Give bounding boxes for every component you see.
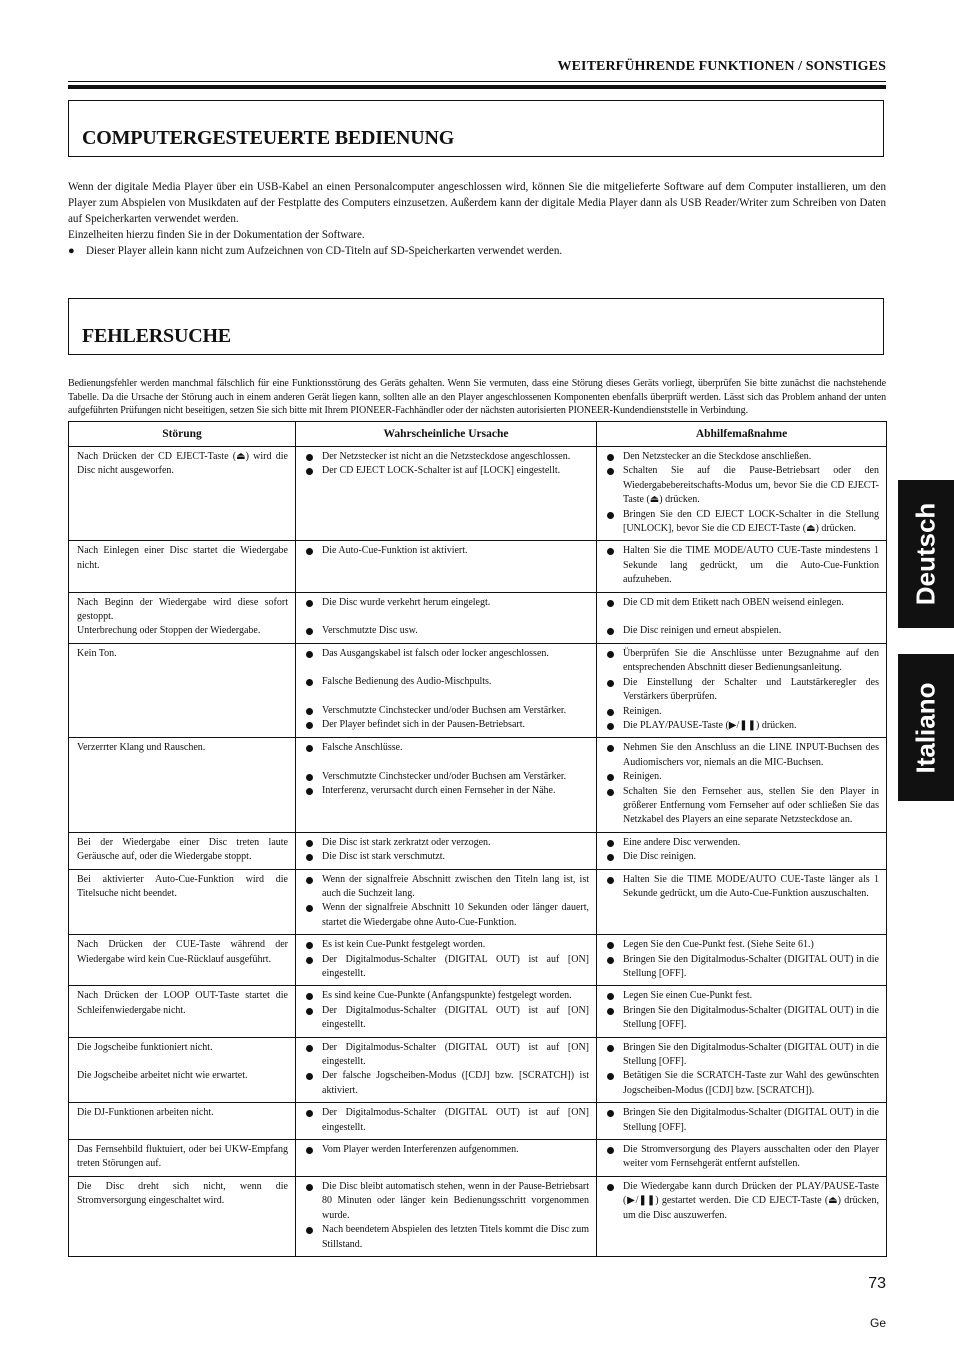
- note-bullet: [68, 243, 886, 259]
- symptom-text: Die Jogscheibe arbeitet nicht wie erwartet.: [77, 1070, 248, 1082]
- symptom-cell: [69, 1140, 296, 1177]
- symptom-text: Nach Drücken der LOOP OUT-Taste startet die Schleifenwiedergabe nicht.: [77, 990, 288, 1016]
- header-rule-thin: [68, 81, 886, 82]
- cause-list: [304, 450, 589, 479]
- remedy-cell: [597, 1037, 887, 1103]
- remedy-item: Betätigen Sie die SCRATCH-Taste zur Wahl des gewünschten Jogscheiben-Modus ([CDJ] bzw. [SCRATCH]).: [605, 1069, 879, 1098]
- symptom-cell: [69, 1037, 296, 1103]
- language-tab-italiano[interactable]: [898, 654, 954, 801]
- remedy-list: [605, 647, 879, 733]
- symptom-text: Nach Drücken der CD EJECT-Taste (⏏) wird die Disc nicht ausgeworfen.: [77, 451, 288, 477]
- symptom-cell: [69, 1176, 296, 1256]
- remedy-list: [605, 938, 879, 981]
- remedy-item: Halten Sie die TIME MODE/AUTO CUE-Taste mindestens 1 Sekunde lang gedrückt, um die Auto-Cue-Funktion aufzuheben.: [605, 544, 879, 587]
- running-header: WEITERFÜHRENDE FUNKTIONEN / SONSTIGES: [557, 59, 886, 74]
- cause-item: Vom Player werden Interferenzen aufgenommen.: [304, 1143, 589, 1157]
- bullet-icon: ●: [68, 245, 75, 257]
- remedy-item: Bringen Sie den CD EJECT LOCK-Schalter in die Stellung [UNLOCK], bevor Sie die CD EJECT-Taste (⏏) drücken.: [605, 508, 879, 537]
- symptom-text: Die DJ-Funktionen arbeiten nicht.: [77, 1107, 214, 1119]
- section-heading-box: [68, 298, 884, 355]
- section-heading: COMPUTERGESTEUERTE BEDIENUNG: [82, 127, 455, 149]
- note-text: Dieser Player allein kann nicht zum Aufzeichnen von CD-Titeln auf SD-Speicherkarten verwendet werden.: [86, 245, 563, 257]
- remedy-cell: [597, 986, 887, 1037]
- table-header-row: [69, 422, 887, 447]
- symptom-text: Verzerrter Klang und Rauschen.: [77, 742, 206, 754]
- remedy-item: Bringen Sie den Digitalmodus-Schalter (DIGITAL OUT) in die Stellung [OFF].: [605, 1004, 879, 1033]
- cause-list: [304, 1041, 589, 1099]
- symptom-text: Nach Einlegen einer Disc startet die Wiedergabe nicht.: [77, 545, 288, 571]
- remedy-item: Überprüfen Sie die Anschlüsse unter Bezugnahme auf den entsprechenden Abschnitt dieser Bedienungsanleitung.: [605, 647, 879, 676]
- column-header: Störung: [69, 422, 296, 447]
- remedy-item: Die Wiedergabe kann durch Drücken der PLAY/PAUSE-Taste (▶/❚❚) gestartet werden. Die CD EJECT-Taste (⏏) drücken, um die Disc auszuwerfen.: [605, 1180, 879, 1223]
- remedy-item: Bringen Sie den Digitalmodus-Schalter (DIGITAL OUT) in die Stellung [OFF].: [605, 1106, 879, 1135]
- cause-item: Der CD EJECT LOCK-Schalter ist auf [LOCK] eingestellt.: [304, 464, 589, 478]
- cause-cell: [296, 738, 597, 832]
- cause-cell: [296, 869, 597, 935]
- remedy-item: Reinigen.: [605, 770, 879, 784]
- cause-item: Verschmutzte Cinchstecker und/oder Buchsen am Verstärker.: [304, 704, 589, 718]
- cause-item: Das Ausgangskabel ist falsch oder locker angeschlossen.: [304, 647, 589, 661]
- cause-list: [304, 544, 589, 558]
- table-row: [69, 592, 887, 643]
- remedy-list: [605, 989, 879, 1032]
- cause-cell: [296, 1103, 597, 1140]
- symptom-text: Bei aktivierter Auto-Cue-Funktion wird die Titelsuche nicht beendet.: [77, 873, 288, 899]
- troubleshooting-table: [68, 421, 887, 1257]
- remedy-list: [605, 1041, 879, 1099]
- remedy-cell: [597, 832, 887, 869]
- cause-item: Falsche Anschlüsse.: [304, 741, 589, 755]
- troubleshooting-intro: Bedienungsfehler werden manchmal fälschlich für eine Funktionsstörung des Geräts gehalten. Wenn Sie vermuten, dass eine Störung dieses Geräts vorliegt, überprüfen Sie bitte zunächst die nachstehende Tabelle. Da die Ursache der Störung auch in einem anderen Gerät liegen kann, sollten alle an den Player angeschlossenen Komponenten ebenfalls überprüft werden. Lässt sich das Problem anhand der unten aufgeführten Prüfungen nicht beseitigen, setzen Sie sich bitte mit Ihrem PIONEER-Fachhändler oder der nächsten autorisierten PIONEER-Kundendienststelle in Verbindung.: [68, 378, 886, 416]
- section-heading-box: [68, 100, 884, 157]
- cause-list: [304, 836, 589, 865]
- cause-cell: [296, 986, 597, 1037]
- header-rule-thick: [68, 85, 886, 89]
- cause-list: [304, 1106, 589, 1135]
- symptom-text: Die Disc dreht sich nicht, wenn die Stromversorgung eingeschaltet wird.: [77, 1180, 288, 1207]
- cause-item: Der falsche Jogscheiben-Modus ([CDJ] bzw. [SCRATCH]) ist aktiviert.: [304, 1069, 589, 1098]
- table-row: [69, 935, 887, 986]
- column-header: Abhilfemaßnahme: [597, 422, 887, 447]
- table-row: [69, 1103, 887, 1140]
- remedy-item: Die CD mit dem Etikett nach OBEN weisend einlegen.: [605, 596, 879, 610]
- table-row: [69, 832, 887, 869]
- remedy-item: Die Disc reinigen.: [605, 850, 879, 864]
- cause-list: [304, 938, 589, 981]
- symptom-cell: [69, 986, 296, 1037]
- section-heading: FEHLERSUCHE: [82, 325, 231, 347]
- cause-item: Es ist kein Cue-Punkt festgelegt worden.: [304, 938, 589, 952]
- table-row: [69, 986, 887, 1037]
- remedy-cell: [597, 1140, 887, 1177]
- symptom-text: Nach Beginn der Wiedergabe wird diese sofort gestoppt.: [77, 596, 288, 623]
- symptom-text: Die Jogscheibe funktioniert nicht.: [77, 1041, 213, 1053]
- cause-cell: [296, 1176, 597, 1256]
- remedy-item: Bringen Sie den Digitalmodus-Schalter (DIGITAL OUT) in die Stellung [OFF].: [605, 953, 879, 982]
- remedy-item: Die PLAY/PAUSE-Taste (▶/❚❚) drücken.: [605, 719, 879, 733]
- cause-list: [304, 596, 589, 639]
- remedy-cell: [597, 1103, 887, 1140]
- remedy-item: Schalten Sie den Fernseher aus, stellen Sie den Player in größerer Entfernung vom Fernseher auf oder schließen Sie das Netzkabel des Players an eine separate Netzsteckdose an.: [605, 785, 879, 828]
- cause-list: [304, 873, 589, 931]
- remedy-list: [605, 1143, 879, 1172]
- remedy-item: Nehmen Sie den Anschluss an die LINE INPUT-Buchsen des Audiomischers vor, niemals an die MIC-Buchsen.: [605, 741, 879, 770]
- symptom-text: Bei der Wiedergabe einer Disc treten laute Geräusche auf, oder die Wiedergabe stoppt.: [77, 836, 288, 863]
- cause-item: Interferenz, verursacht durch einen Fernseher in der Nähe.: [304, 784, 589, 798]
- remedy-list: [605, 1106, 879, 1135]
- symptom-cell: [69, 869, 296, 935]
- remedy-cell: [597, 738, 887, 832]
- remedy-list: [605, 1180, 879, 1223]
- remedy-item: Die Einstellung der Schalter und Lautstärkeregler des Verstärkers überprüfen.: [605, 676, 879, 705]
- remedy-item: Eine andere Disc verwenden.: [605, 836, 879, 850]
- table-row: [69, 1176, 887, 1256]
- cause-cell: [296, 447, 597, 541]
- remedy-cell: [597, 935, 887, 986]
- table-row: [69, 1140, 887, 1177]
- column-header: Wahrscheinliche Ursache: [296, 422, 597, 447]
- cause-item: Der Netzstecker ist nicht an die Netzsteckdose angeschlossen.: [304, 450, 589, 464]
- symptom-cell: [69, 832, 296, 869]
- symptom-cell: [69, 738, 296, 832]
- cause-item: Der Digitalmodus-Schalter (DIGITAL OUT) ist auf [ON] eingestellt.: [304, 1004, 589, 1033]
- symptom-text: Das Fernsehbild fluktuiert, oder bei UKW-Empfang treten Störungen auf.: [77, 1144, 288, 1170]
- symptom-text: Kein Ton.: [77, 647, 117, 659]
- remedy-list: [605, 596, 879, 639]
- cause-item: Falsche Bedienung des Audio-Mischpults.: [304, 675, 589, 689]
- symptom-cell: [69, 1103, 296, 1140]
- remedy-item: Legen Sie den Cue-Punkt fest. (Siehe Seite 61.): [605, 938, 879, 952]
- computer-intro: [68, 179, 886, 259]
- remedy-item: Legen Sie einen Cue-Punkt fest.: [605, 989, 879, 1003]
- symptom-cell: [69, 541, 296, 592]
- table-row: [69, 1037, 887, 1103]
- symptom-text: Unterbrechung oder Stoppen der Wiedergabe.: [77, 625, 261, 637]
- table-row: [69, 643, 887, 737]
- cause-cell: [296, 832, 597, 869]
- table-row: [69, 447, 887, 541]
- table-body: [69, 447, 887, 1257]
- remedy-list: [605, 741, 879, 827]
- cause-item: Der Player befindet sich in der Pausen-Betriebsart.: [304, 718, 589, 732]
- cause-item: Verschmutzte Cinchstecker und/oder Buchsen am Verstärker.: [304, 770, 589, 784]
- cause-item: Die Auto-Cue-Funktion ist aktiviert.: [304, 544, 589, 558]
- remedy-list: [605, 544, 879, 587]
- table-row: [69, 869, 887, 935]
- cause-list: [304, 1180, 589, 1252]
- cause-item: Es sind keine Cue-Punkte (Anfangspunkte) festgelegt worden.: [304, 989, 589, 1003]
- symptom-cell: [69, 447, 296, 541]
- language-tab-deutsch[interactable]: [898, 480, 954, 628]
- cause-cell: [296, 592, 597, 643]
- cause-cell: [296, 935, 597, 986]
- language-code: Ge: [869, 1316, 886, 1330]
- cause-cell: [296, 643, 597, 737]
- cause-item: Die Disc ist stark verschmutzt.: [304, 850, 589, 864]
- symptom-text: Nach Drücken der CUE-Taste während der Wiedergabe wird kein Cue-Rücklauf ausgeführt.: [77, 939, 288, 965]
- cause-item: Die Disc ist stark zerkratzt oder verzogen.: [304, 836, 589, 850]
- tab-label: Italiano: [910, 681, 941, 774]
- cause-item: Nach beendetem Abspielen des letzten Titels kommt die Disc zum Stillstand.: [304, 1223, 589, 1252]
- remedy-item: Reinigen.: [605, 705, 879, 719]
- cause-list: [304, 741, 589, 798]
- table-row: [69, 541, 887, 592]
- remedy-item: Die Stromversorgung des Players ausschalten oder den Player weiter vom Fernsehgerät entfernt aufstellen.: [605, 1143, 879, 1172]
- symptom-cell: [69, 592, 296, 643]
- remedy-item: Den Netzstecker an die Steckdose anschließen.: [605, 450, 879, 464]
- remedy-cell: [597, 869, 887, 935]
- remedy-cell: [597, 643, 887, 737]
- cause-item: Der Digitalmodus-Schalter (DIGITAL OUT) ist auf [ON] eingestellt.: [304, 953, 589, 982]
- cause-item: Wenn der signalfreie Abschnitt zwischen den Titeln lang ist, ist auch die Suchzeit lang.: [304, 873, 589, 902]
- table-row: [69, 738, 887, 832]
- remedy-item: Bringen Sie den Digitalmodus-Schalter (DIGITAL OUT) in die Stellung [OFF].: [605, 1041, 879, 1070]
- remedy-cell: [597, 447, 887, 541]
- remedy-item: Halten Sie die TIME MODE/AUTO CUE-Taste länger als 1 Sekunde gedrückt, um die Auto-Cue-Funktion auszuschalten.: [605, 873, 879, 902]
- remedy-list: [605, 836, 879, 865]
- intro-paragraph: Wenn der digitale Media Player über ein USB-Kabel an einen Personalcomputer angeschlossen wird, können Sie die mitgelieferte Software auf dem Computer installieren, um den Player zum Abspielen von Musikdaten auf der Festplatte des Computers einzusetzen. Außerdem kann der digitale Media Player dann als USB Reader/Writer zum Schreiben von Daten auf Speicherkarten verwendet werden.: [68, 181, 886, 225]
- intro-paragraph: Einzelheiten hierzu finden Sie in der Dokumentation der Software.: [68, 229, 365, 241]
- symptom-cell: [69, 643, 296, 737]
- cause-list: [304, 989, 589, 1032]
- cause-cell: [296, 541, 597, 592]
- cause-cell: [296, 1140, 597, 1177]
- remedy-item: Schalten Sie auf die Pause-Betriebsart oder den Wiedergabebereitschafts-Modus um, bevor Sie die CD EJECT-Taste (⏏) drücken.: [605, 464, 879, 507]
- cause-item: Wenn der signalfreie Abschnitt 10 Sekunden oder länger dauert, startet die Wiedergabe ohne Auto-Cue-Funktion.: [304, 901, 589, 930]
- cause-item: Die Disc bleibt automatisch stehen, wenn in der Pause-Betriebsart 80 Minuten oder länger kein Bedienungsschritt vorgenommen wurde.: [304, 1180, 589, 1223]
- remedy-cell: [597, 541, 887, 592]
- cause-item: Der Digitalmodus-Schalter (DIGITAL OUT) ist auf [ON] eingestellt.: [304, 1041, 589, 1070]
- cause-list: [304, 647, 589, 733]
- cause-list: [304, 1143, 589, 1157]
- cause-item: Verschmutzte Disc usw.: [304, 624, 589, 638]
- cause-item: Die Disc wurde verkehrt herum eingelegt.: [304, 596, 589, 610]
- remedy-list: [605, 450, 879, 536]
- cause-item: Der Digitalmodus-Schalter (DIGITAL OUT) ist auf [ON] eingestellt.: [304, 1106, 589, 1135]
- tab-label: Deutsch: [910, 502, 941, 606]
- cause-cell: [296, 1037, 597, 1103]
- remedy-item: Die Disc reinigen und erneut abspielen.: [605, 624, 879, 638]
- remedy-cell: [597, 592, 887, 643]
- remedy-list: [605, 873, 879, 902]
- page-number: 73: [868, 1275, 886, 1292]
- remedy-cell: [597, 1176, 887, 1256]
- symptom-cell: [69, 935, 296, 986]
